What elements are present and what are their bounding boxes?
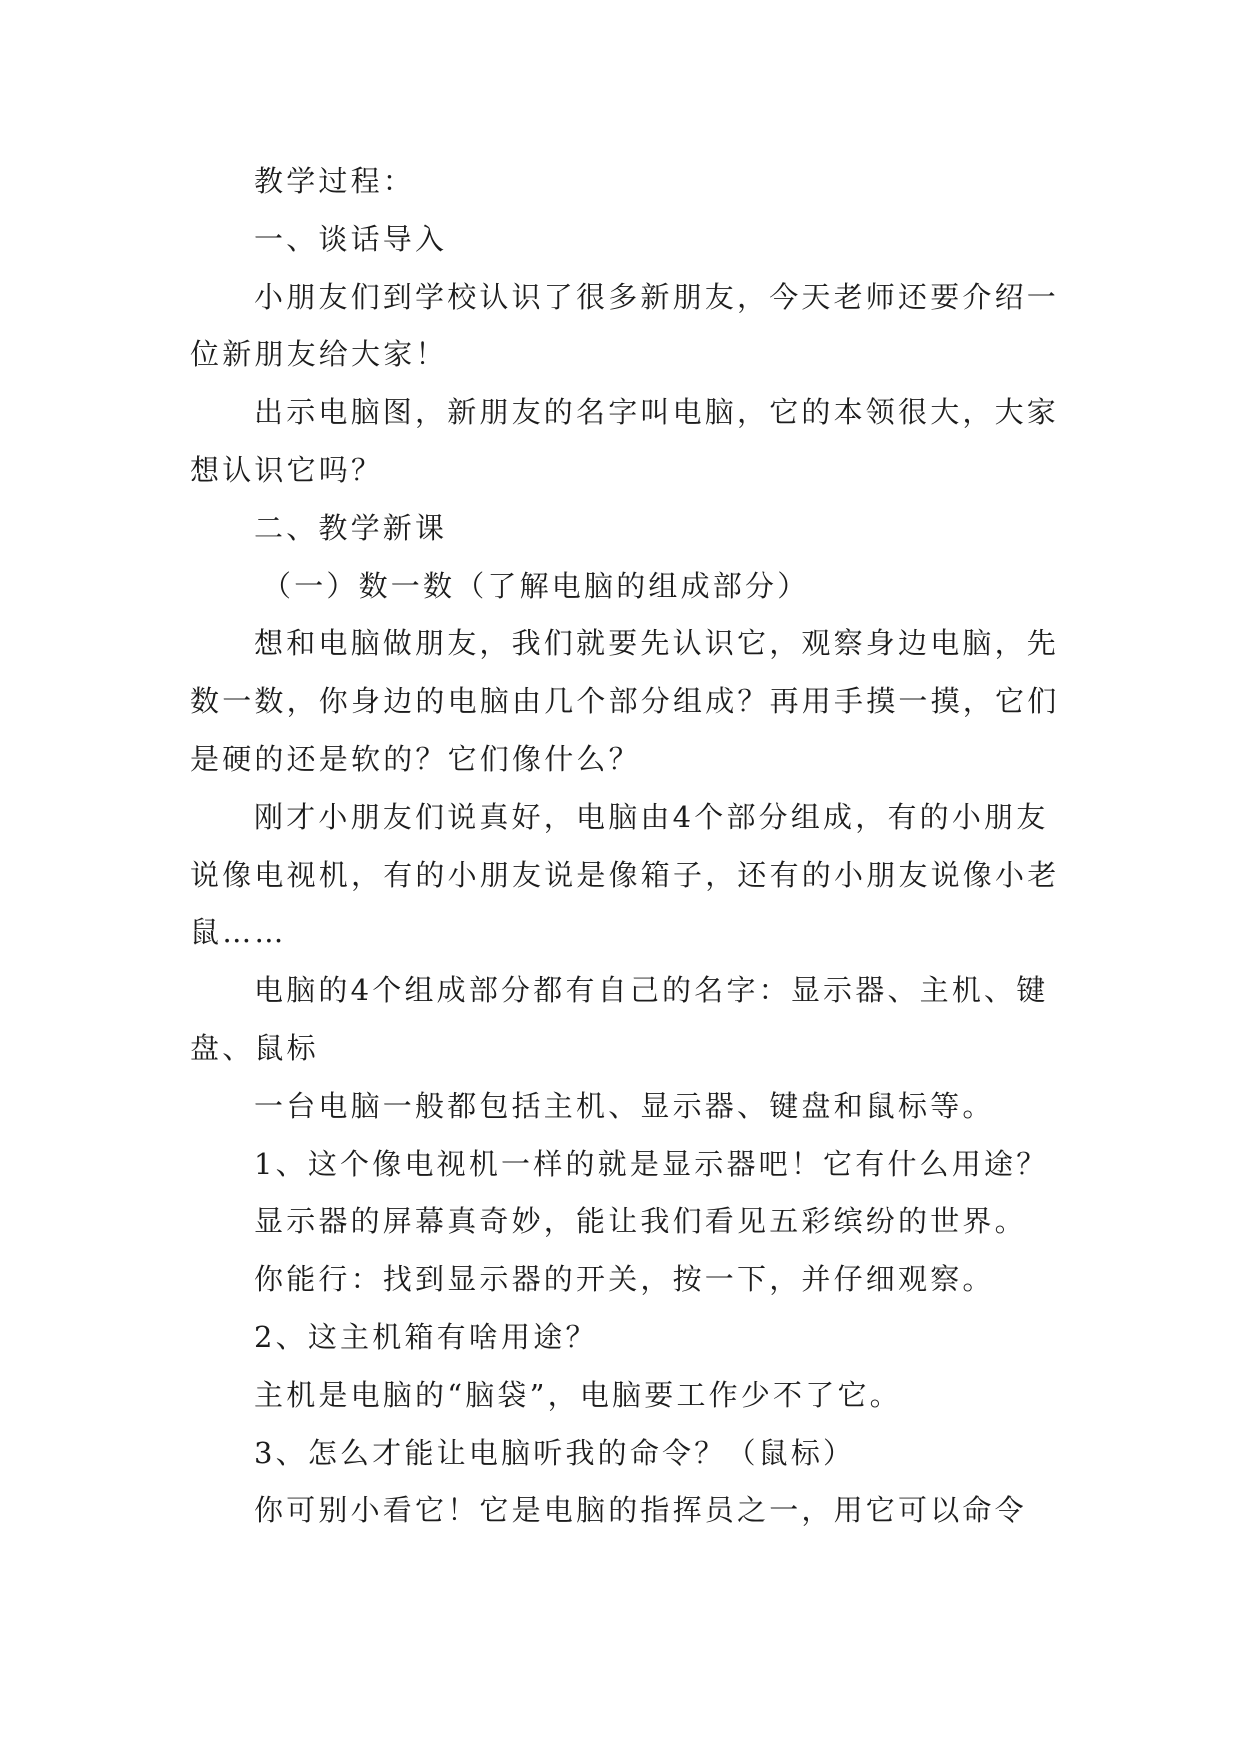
paragraph-computer-includes: 一台电脑一般都包括主机、显示器、键盘和鼠标等。: [254, 1088, 995, 1123]
paragraph-teaching-process: 教学过程：: [254, 164, 416, 198]
paragraph-mouse-commander: 你可别小看它！它是电脑的指挥员之一，用它可以命令: [254, 1493, 1027, 1528]
paragraph-introduction: 小朋友们到学校认识了很多新朋友，今天老师还要介绍一位新朋友给大家！: [190, 279, 1060, 372]
paragraph-section-two-heading: 二、教学新课: [254, 510, 448, 545]
paragraph-four-parts: 刚才小朋友们说真好，电脑由4个部分组成，有的小朋友说像电视机，有的小朋友说是像箱子，还有的小朋友说像小老鼠……: [190, 799, 1060, 950]
paragraph-monitor-screen: 显示器的屏幕真奇妙，能让我们看见五彩缤纷的世界。: [254, 1204, 1027, 1239]
paragraph-host-brain: 主机是电脑的“脑袋”，电脑要工作少不了它。: [254, 1377, 902, 1412]
paragraph-section-one-heading: 一、谈话导入: [254, 221, 448, 256]
paragraph-host-question: 2、这主机箱有啥用途？: [254, 1319, 598, 1354]
paragraph-subsection-count: （一）数一数（了解电脑的组成部分）: [262, 568, 810, 603]
paragraph-monitor-switch: 你能行：找到显示器的开关，按一下，并仔细观察。: [254, 1262, 995, 1297]
paragraph-part-names: 电脑的4个组成部分都有自己的名字：显示器、主机、键盘、鼠标: [190, 973, 1049, 1065]
paragraph-show-computer: 出示电脑图，新朋友的名字叫电脑，它的本领很大，大家想认识它吗？: [190, 395, 1060, 487]
paragraph-monitor-question: 1、这个像电视机一样的就是显示器吧！它有什么用途？: [254, 1146, 1049, 1181]
paragraph-mouse-question: 3、怎么才能让电脑听我的命令？（鼠标）: [254, 1435, 856, 1470]
paragraph-observe-computer: 想和电脑做朋友，我们就要先认识它，观察身边电脑，先数一数，你身边的电脑由几个部分组成？再用手摸一摸，它们是硬的还是软的？它们像什么？: [190, 626, 1060, 776]
document-body: [190, 153, 1070, 1540]
